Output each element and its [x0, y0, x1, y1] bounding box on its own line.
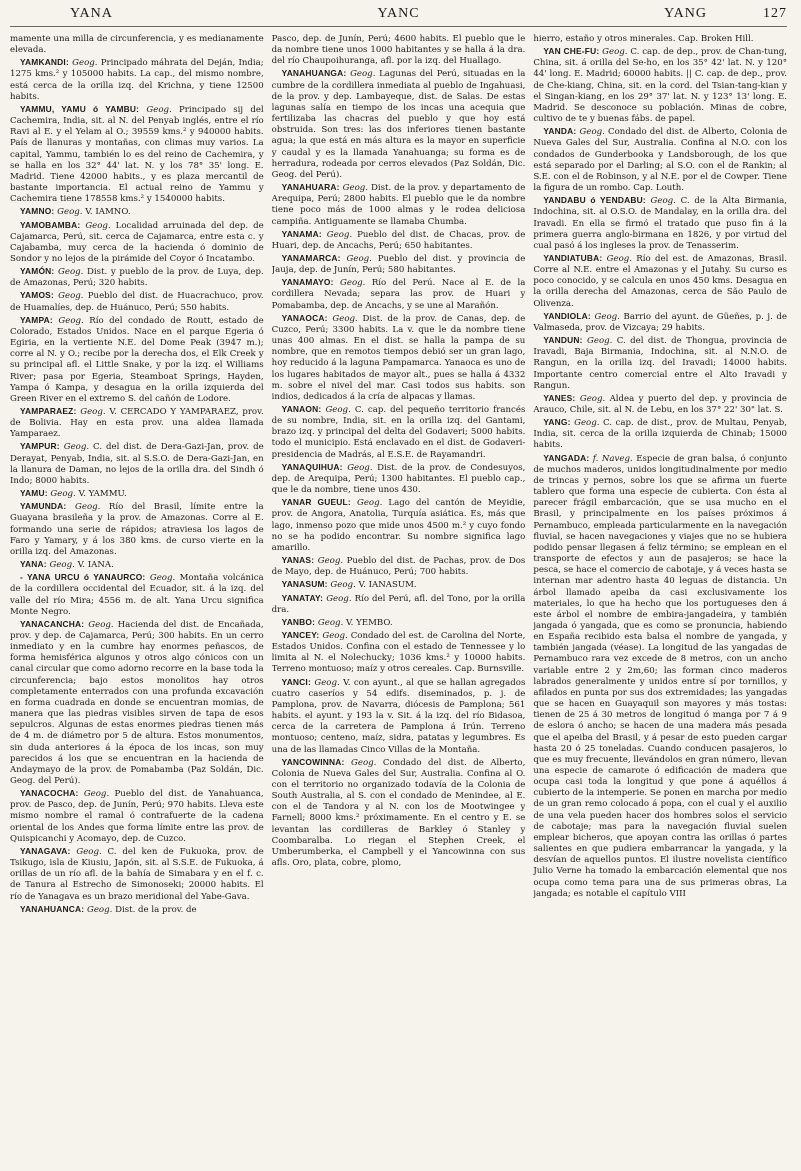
entry-headword: YAN CHE-FU: — [543, 46, 600, 57]
entry-text: hierro, estaño y otros minerales. Cap. Broken Hill. — [533, 34, 754, 44]
entry-text: Dist. de la prov. de Canas, dep. de Cuzco, Perú; 3300 habits. La v. que le da nombre tiene unas 400 almas. En el dist. se halla la pampa de su nombre, que en remotos tiempos debió ser un gran lago, hoy reducido á la laguna Pampamarca. Yanaoca es uno de los lugares habitados de mayor alt., pues se halla á 4332 m. sobre el nivel del mar. Casi todos sus habits. son indios, dedicados á la cría de alpacas y llamas. — [271, 313, 526, 402]
entry-headword: YANAHUANCA: — [20, 903, 85, 914]
dictionary-entry — [10, 290, 264, 313]
entry-headword: YANDUN: — [543, 335, 583, 346]
entry-headword: YANDIOLA: — [543, 310, 591, 321]
entry-text: Pueblo del dist. de Yanahuanca, prov. de Pasco, dep. de Junín, Perú; 970 habits. Lleva este mismo nombre el ramal ó contrafuerte de la cadena oriental de los Andes que forma límite entre las prov. de Quispicanchi y Acomayo, dep. de Cuzco. — [10, 789, 264, 844]
entry-category: Geog. — [602, 47, 628, 58]
entry-category: Geog. — [149, 573, 176, 584]
entry-category: Geog. — [49, 560, 75, 571]
entry-headword: YANACANCHA: — [20, 618, 85, 629]
entry-text: Condado del dist. de Alberto, Colonia de Nueva Gales del Sur, Australia. Confina al O. con el territorio no organizado todavía de la Colonia de South Australia, al S. con el condado de Menindee, al E. con el de Tandora y al N. con los de Mootwingee y Farnell; 8000 kms.² próximamente. En el centro y E. se levantan las cordilleras de Barkley ó Stanley y Coombaralba. Lo riegan el Stephen Creek, el Umberumberka, el Campbell y el Yancowinna con sus afls. Oro, plata, cobre, plomo, — [271, 757, 526, 869]
entry-headword: YANAHUANGA: — [281, 68, 347, 79]
entry-category: Geog. — [72, 58, 98, 69]
entry-category: Geog. — [351, 757, 377, 768]
entry-text: Barrio del ayunt. de Güeñes, p. j. de Valmaseda, prov. de Vizcaya; 29 habits. — [533, 311, 788, 333]
entry-headword: YANAMARCA: — [281, 252, 341, 263]
dictionary-entry — [272, 182, 526, 228]
entry-category: Geog. — [350, 69, 376, 80]
entry-text: Pueblo del dist. de Pachas, prov. de Dos de Mayo, dep. de Huánuco, Perú; 700 habits. — [271, 556, 526, 578]
entry-text: Dist. de la prov. de — [115, 904, 197, 915]
entry-headword: YANAON: — [281, 404, 322, 414]
dictionary-entry — [533, 253, 787, 310]
entry-category: Geog. — [346, 253, 372, 264]
dictionary-entry — [10, 572, 264, 618]
entry-headword: YANG: — [543, 417, 571, 428]
entry-text: Condado del dist. de Alberto, Colonia de Nueva Gales del Sur, Australia. Confina al N.O. con los condados de Gunderbooka y Landsborough, de los que está separado por el Darling; al S.O. con el de Rankin; al S.E. con el de Robinson, y al N.E. por el de Cowper. Tiene la figura de un rombo. Cap. Louth. — [533, 127, 788, 194]
entry-text: Río del Perú. Nace al E. de la cordillera Nevada; separa las prov. de Huari y Pomabamba, dep. de Ancachs, y se une al Marañón. — [271, 278, 526, 311]
entry-category: Geog. — [347, 462, 373, 473]
entry-category: Geog. — [325, 405, 351, 415]
entry-text: Pueblo del dist. de Huacrachuco, prov. de Huamalíes, dep. de Huánuco, Perú; 550 habits. — [10, 291, 264, 313]
entry-text: V. IANA. — [77, 560, 114, 571]
entry-category: Geog. — [57, 207, 83, 218]
entry-headword: YAMÓN: — [20, 266, 55, 277]
dictionary-entry — [272, 253, 526, 276]
entry-headword: YANCOWINNA: — [281, 756, 345, 767]
dictionary-entry — [10, 266, 264, 289]
entry-headword: YANDA: — [543, 126, 577, 137]
entry-category: Geog. — [317, 556, 344, 567]
entry-category: Geog. — [579, 127, 605, 138]
entry-text: Condado del est. de Carolina del Norte, Estados Unidos. Confina con el estado de Tennessee y lo limita al N. el Nolechucky; 1036 kms.² y 10000 habits. Terreno montuoso; maíz y otros cereales. Cap. Burnsville. — [271, 630, 526, 675]
entry-headword: YANA: — [20, 559, 47, 570]
entry-category: Geog. — [650, 196, 676, 207]
entry-text: V. IAMNO. — [85, 207, 131, 218]
entry-text: Principado máhrata del Deján, India; 1275 kms.² y 105000 habits. La cap., del mismo nombre, está cerca de la orilla izq. del Krichna, y tiene 12500 habits. — [10, 58, 264, 102]
entry-category: Geog. — [326, 593, 352, 604]
entry-text: Especie de gran balsa, ó conjunto de muchos maderos, unidos longitudinalmente por medio de trincas y pernos, sobre los que se afirma un fuerte tablero que forma una especie de cubierta. Con ésta al parecer frágil embarcación, que se usa mucho en el Brasil, y principalmente en los países próximos á Pernambuco, empleada particularmente en la navegación fluvial, se hacen navegaciones y viajes que no se hubiera podido pensar llegasen á feliz término; se emplean en el transporte de efectos y aun de pasajeros; se hace la pesca, se hace el comercio de cabotaje, y á veces hasta se internan mar adentro hasta 40 leguas de distancia. Un árbol llamado apeiba da casi exclusivamente los materiales, lo que ha hecho que los portugueses den á este árbol el nombre de embira-jangadeira, y también jangada ó yangada, que es como se pronuncia, habiendo en España recibido esta balsa el nombre de yangada, y también jangada (véase). La longitud de las yangadas de Pernambuco rara vez excede de 8 metros, con un ancho variable entre 2 y 2m,60; las forman cinco maderos labrados generalmente y unidos entre sí por tornillos, y afilados en punta por sus dos extremidades; las yangadas que se hacen en Guayaquil son mayores y más tostas: tienen de 25 á 30 metros de longitud ó manga por 7 á 9 de eslora ó ancho; se hacen de una madera más pesada que el apeiba del Brasil, y á pesar de esto pueden cargar hasta 20 ó 25 toneladas. Cuando conducen pasajeros, lo que es muy frecuente, llevándolos en gran número, llevan una especie de camarote ó edificación de madera que ocupa casi toda la longitud y que pone á aquéllos á cubierto de la intemperie. Se ponen en marcha por medio de un gran remo colocado á popa, con el cual y el auxilio de una vela pueden hacer dos hombres solos el servicio de cabotaje; mas para la navegación fluvial suelen emplear bicheros, que apoyan contra las orillas ó partes salientes en que pudiera embarrancar la yangada, y la desvían de aquellos puntos. El ilustre novelista científico Julio Verne ha tomado la embarcación elemental que nos ocupa como tema para una de sus primeras obras, La jangada; es notable el capítulo VIII — [533, 453, 788, 899]
entry-headword: YANACOCHA: — [20, 788, 79, 799]
entry-text: Localidad arruinada del dep. de Cajamarca, Perú, sit. cerca de Cajamarca, entre esta c. y Cajabamba, muy cerca de la hacienda ó dominio de Sondor y no lejos de la pirámide del Coyor ó Incatambo. — [10, 220, 264, 264]
entry-text: Río del est. de Amazonas, Brasil. Corre al N.E. entre el Amazonas y el Jutahy. Su curso es poco conocido, y se calcula en unos 450 kms. Desagua en la orilla derecha del Amazonas, cerca de São Paulo de Olivenza. — [533, 253, 788, 309]
dictionary-entry — [10, 315, 264, 405]
entry-category: Geog. — [146, 104, 172, 115]
entry-category: Geog. — [83, 789, 110, 800]
dictionary-entry — [10, 559, 264, 571]
entry-category: Geog. — [594, 311, 620, 322]
entry-category: Geog. — [80, 407, 106, 417]
entry-headword: YANAHUARA: — [281, 182, 340, 193]
entry-text: Hacienda del dist. de Encañada, prov. y dep. de Cajamarca, Perú; 300 habits. En un cerro inmediato y en la cumbre hay enormes peñascos, de forma hemisférica algunos y otros algo cónicos con un canal circular que como adorno recorre en la base toda la circunferencia; bajo estos monolitos hay otros completamente enterrados con una profunda excavación en forma cuadrada en donde se encuentran momias, de manera que las piedras visibles sirven de tapa de esos sepulcros. Algunas de estas enormes piedras tienen más de 4 m. de diámetro por 5 de altura. Estos monumentos, sin duda anteriores á la época de los incas, son muy parecidos á los que se encuentran en la hacienda de Andaymayo de la prov. de Pomabamba (Paz Soldán, Dic. Geog. del Perú). — [10, 619, 264, 786]
dictionary-entry — [272, 677, 526, 756]
entry-headword: YANDIATUBA: — [543, 252, 603, 263]
entry-category: Geog. — [587, 336, 613, 347]
dictionary-entry — [272, 277, 526, 311]
dictionary-entry — [10, 34, 264, 56]
entry-text: C. del dist. de Thongua, provincia de Iravadi, Baja Birmania, Indochina, sit. al N.N.O. de Rangun, en la orilla izq. del Iravadi; 14000 habits. Importante centro comercial entre el Alto Iravadi y Rangun. — [533, 336, 788, 391]
entry-headword: YANAGAVA: — [20, 845, 71, 856]
header-left-guide-word: YANA — [70, 6, 113, 21]
entry-text: C. del ken de Fukuoka, prov. de Tsikugo, isla de Kiusiu, Japón, sit. al S.S.E. de Fukuoka, á orillas de un río afl. de la bahía de Simabara y en el f. c. de Tanura al Estrecho de Simonoseki; 20000 habits. El río de Yanagava es un brazo meridional del Yabe-Gava. — [10, 846, 264, 902]
entry-category: Geog. — [58, 291, 84, 302]
entry-category: Geog. — [63, 442, 90, 453]
entry-text: Río del condado de Routt, estado de Colorado, Estados Unidos. Nace en el parque Egeria ó Egiria, en la vertiente N.E. del Dome Peak (3947 m.); corre al N. y O.; recibe por la derecha dos, el Elk Creek y su principal afl. el Little Snake, y por la izq. el Williams River; pasa por Egeria, Steamboat Springs, Hayden, Yampa ó Kampa, y desagua en la orilla izquierda del Green River en el extremo S. del cañón de Lodore. — [10, 315, 264, 404]
entry-headword: YAMNO: — [20, 206, 55, 217]
entry-category: Geog. — [58, 267, 84, 278]
column-middle — [272, 34, 526, 1165]
entry-headword: - YANA URCU ó YANAURCO: — [20, 572, 146, 583]
entry-headword: YANATAY: — [281, 592, 324, 603]
dictionary-entry — [10, 488, 264, 500]
entry-headword: YAMOBAMBA: — [20, 219, 81, 230]
entry-headword: YANASUM: — [281, 579, 328, 590]
entry-text: Pueblo del dist. de Chacas, prov. de Huari, dep. de Ancachs, Perú; 650 habitantes. — [271, 229, 526, 251]
entry-category: Geog. — [579, 393, 606, 404]
dictionary-entry — [533, 195, 787, 252]
entry-category: Geog. — [75, 502, 101, 513]
dictionary-entry — [272, 617, 526, 629]
dictionary-entry — [10, 406, 264, 440]
entry-category: Geog. — [606, 253, 632, 264]
dictionary-entry — [533, 335, 787, 392]
dictionary-entry — [272, 579, 526, 591]
dictionary-entry — [272, 593, 526, 616]
entry-text: C. de la Alta Birmania, Indochina, sit. al O.S.O. de Mandalay, en la orilla dra. del Iravadi. En ella se firmó el tratado que puso fin á la primera guerra anglo-birmana en 1826, y por virtud del cual pasó á los ingleses la prov. de Tenasserim. — [533, 196, 788, 251]
dictionary-entry — [272, 497, 526, 554]
header-center-guide-word: YANC — [377, 6, 420, 21]
entry-text: C. cap. del pequeño territorio francés de su nombre, India, sit. en la orilla izq. del Gantami, brazo izq. y principal del delta del Godaveri; 5000 habits. todo el municipio. Está enclavado en el dist. de Godaveri-presidencia de Madrás, al E.S.E. de Rayamandri. — [271, 405, 526, 460]
entry-headword: YAMPARAEZ: — [20, 406, 77, 416]
entry-headword: YANAS: — [281, 555, 315, 566]
entry-headword: YANAOCA: — [281, 312, 328, 323]
entry-headword: YANAMAYO: — [281, 277, 334, 288]
text-columns — [10, 34, 787, 1165]
entry-category: Geog. — [58, 315, 84, 326]
dictionary-entry — [533, 126, 787, 194]
entry-text: Dist. y pueblo de la prov. de Luya, dep. de Amazonas, Perú; 320 habits. — [10, 267, 264, 289]
entry-headword: YAMPA: — [20, 314, 53, 325]
entry-text: Río del Brasil, límite entre la Guayana brasileña y la prov. de Amazonas. Corre al E. formando una serie de rápidos; atraviesa los lagos de Faro y Yamary, y á los 380 kms. de curso vierte en la orilla izq. del Amazonas. — [10, 502, 264, 557]
dictionary-entry — [10, 57, 264, 103]
dictionary-entry — [533, 417, 787, 451]
page-header — [10, 6, 787, 28]
entry-headword: YANBO: — [281, 616, 316, 627]
entry-text: C. cap. de dep., prov. de Chan-tung, China, sit. á orilla del Se-ho, en los 35° 42' lat. N. y 120° 44' long. E. Madrid; 60000 habits. || C. cap. de dep., prov. de Che-kiang, China, sit. en la cord. del Tsian-tang-kian y el Singan-kiang, en los 29° 37' lat. N. y 123° 13' long. E. Madrid. Se desconoce su población. Minas de cobre, cultivo de te y buenas fábs. de papel. — [533, 47, 788, 125]
entry-text: Dist. de la prov. y departamento de Arequipa, Perú; 2800 habits. El pueblo que le da nombre tiene poco más de 1000 almas y le rodea deliciosa campiña. Antiguamente se llamaba Chumba. — [271, 183, 526, 227]
entry-headword: YANGADA: — [543, 452, 590, 463]
entry-text: Río del Perú, afl. del Tono, por la orilla dra. — [271, 593, 526, 615]
entry-category: Geog. — [314, 677, 340, 688]
entry-headword: YAMPUR: — [20, 441, 60, 452]
entry-text: mamente una milla de circunferencia, y es medianamente elevada. — [10, 34, 264, 56]
entry-category: Geog. — [317, 617, 344, 628]
entry-category: Geog. — [76, 846, 102, 857]
dictionary-entry — [10, 220, 264, 266]
entry-category: Geog. — [88, 619, 114, 630]
dictionary-entry — [10, 619, 264, 787]
entry-headword: YAMOS: — [20, 290, 54, 301]
dictionary-entry — [10, 206, 264, 218]
dictionary-entry — [272, 757, 526, 870]
entry-category: Geog. — [356, 498, 383, 509]
entry-text: V. IANASUM. — [358, 580, 417, 591]
dictionary-entry — [10, 846, 264, 903]
entry-headword: YANCEY: — [281, 629, 320, 640]
entry-category: Geog. — [574, 418, 600, 429]
dictionary-entry — [533, 393, 787, 416]
entry-category: Geog. — [322, 630, 348, 641]
entry-headword: YAMU: — [20, 488, 48, 499]
entry-text: Lago del cantón de Meyidie, prov. de Angora, Anatolia, Turquía asiática. Es, más que lago, inmenso pozo que mide unos 4500 m.² y cuyo fondo no se ha podido encontrar. Su nombre significa lago amarillo. — [271, 498, 526, 553]
dictionary-entry — [272, 68, 526, 181]
entry-text: C. cap. de dist., prov. de Multau, Penyab, India, sit. cerca de la orilla izquierda de Chinab; 15000 habits. — [533, 418, 788, 451]
dictionary-entry — [10, 104, 264, 205]
dictionary-entry — [272, 555, 526, 578]
entry-text: Lagunas del Perú, situadas en la cumbre de la cordillera inmediata al pueblo de Ingahuasi, de la prov. y dep. Lambayeque, dist. de Salas. De estas lagunas salía en tiempo de los incas una acequia que fertilizaba las chacras del pueblo y que hoy está obstruida. Son tres: las dos inferiores tienen bastante agua; la que está en más altura es la mayor en superficie y caudal y es la llamada Yanahuanga; su forma es de herradura, rodeada por cerros elevados (Paz Soldán, Dic. Geog. del Perú). — [271, 69, 526, 180]
entry-text: C. del dist. de Dera-Gazi-Jan, prov. de Derayat, Penyab, India, sit. al S.S.O. de Dera-Gazi-Jan, en la llanura de Daman, no lejos de la orilla dra. del Sindh ó Indo; 8000 habits. — [10, 442, 264, 486]
entry-category: f. Naveg. — [592, 453, 633, 464]
dictionary-entry — [10, 904, 264, 916]
dictionary-entry — [10, 441, 264, 487]
entry-text: Dist. de la prov. de Condesuyos, dep. de Arequipa, Perú; 1300 habitantes. El pueblo cap., que le da nombre, tiene unos 430. — [271, 462, 526, 496]
dictionary-entry — [533, 34, 787, 45]
page-number: 127 — [763, 6, 787, 21]
entry-category: Geog. — [50, 489, 76, 500]
dictionary-entry — [272, 313, 526, 403]
dictionary-entry — [272, 34, 526, 67]
entry-text: V. YEMBO. — [345, 617, 393, 628]
entry-headword: YANES: — [543, 392, 576, 403]
dictionary-entry — [272, 462, 526, 496]
entry-category: Geog. — [342, 183, 368, 194]
entry-headword: YANAQUIHUA: — [281, 461, 343, 472]
dictionary-entry — [533, 311, 787, 334]
dictionary-entry — [272, 404, 526, 461]
dictionary-entry — [272, 630, 526, 676]
entry-text: Pasco, dep. de Junín, Perú; 4600 habits. El pueblo que le da nombre tiene unos 1000 habitantes y se halla á la dra. del río Chaupoihuranga, afl. por la izq. del Huallago. — [271, 34, 526, 67]
dictionary-entry — [10, 501, 264, 558]
column-right — [533, 34, 787, 1165]
entry-category: Geog. — [332, 313, 358, 324]
column-left — [10, 34, 264, 1165]
entry-category: Geog. — [340, 278, 366, 289]
entry-text: V. con ayunt., al que se hallan agregados cuatro caseríos y 54 edifs. diseminados, p. j. de Pamplona, prov. de Navarra, diócesis de Pamplona; 561 habits. el ayunt. y 193 la v. Sit. á la izq. del río Bidasoa, cerca de la carretera de Pamplona á Irún. Terreno montuoso; centeno, maíz, sidra, patatas y legumbres. Es una de las llamadas Cinco Villas de la Montaña. — [271, 677, 526, 755]
entry-category: Geog. — [85, 220, 111, 231]
entry-headword: YAMMU, YAMU ó YAMBU: — [20, 103, 140, 114]
dictionary-entry — [533, 46, 787, 125]
entry-headword: YANCI: — [281, 676, 311, 687]
dictionary-entry — [10, 788, 264, 845]
entry-text: Montaña volcánica de la cordillera occidental del Ecuador, sit. á la izq. del valle del río Mira; 4556 m. de alt. Yana Urcu significa Monte Negro. — [10, 573, 264, 617]
entry-headword: YANAR GUEUL: — [281, 497, 351, 508]
entry-text: Aldea y puerto del dep. y provincia de Arauco, Chile, sit. al N. de Lebu, en los 37° 22' 30" lat. S. — [533, 393, 788, 415]
header-right-guide-word: YANG — [664, 6, 707, 21]
entry-text: Pueblo del dist. y provincia de Jauja, dep. de Junín, Perú; 580 habitantes. — [271, 253, 526, 276]
dictionary-entry — [533, 453, 787, 900]
entry-text: V. CERCADO Y YAMPARAEZ, prov. de Bolivia. Hay en esta prov. una aldea llamada Yamparaez. — [10, 407, 264, 440]
entry-category: Geog. — [330, 580, 356, 591]
header-rule — [10, 26, 787, 27]
entry-text: V. YAMMU. — [78, 489, 127, 500]
entry-headword: YAMKANDI: — [20, 57, 69, 68]
entry-text: Principado sij del Cachemira, India, sit. al N. del Penyab inglés, entre el río Ravi al E. y el Yelam al O.; 39559 kms.² y 940000 habits. País de llanuras y montañas, con climas muy varios. La capital, Yammu, también lo es del reino de Cachemira, y se halla en los 32° 44' lat. N. y los 78° 35' long. E. Madrid. Tiene 42000 habits., y es plaza mercantil de bastante importancia. El actual reino de Yammu y Cachemira tiene 178558 kms.² y 1540000 habits. — [10, 104, 264, 205]
entry-headword: YAMUNDA: — [20, 501, 67, 512]
dictionary-entry — [272, 229, 526, 252]
entry-category: Geog. — [86, 904, 113, 915]
entry-headword: YANDABU ó YENDABU: — [543, 195, 646, 206]
entry-headword: YANAMA: — [281, 228, 322, 239]
entry-category: Geog. — [326, 229, 353, 240]
